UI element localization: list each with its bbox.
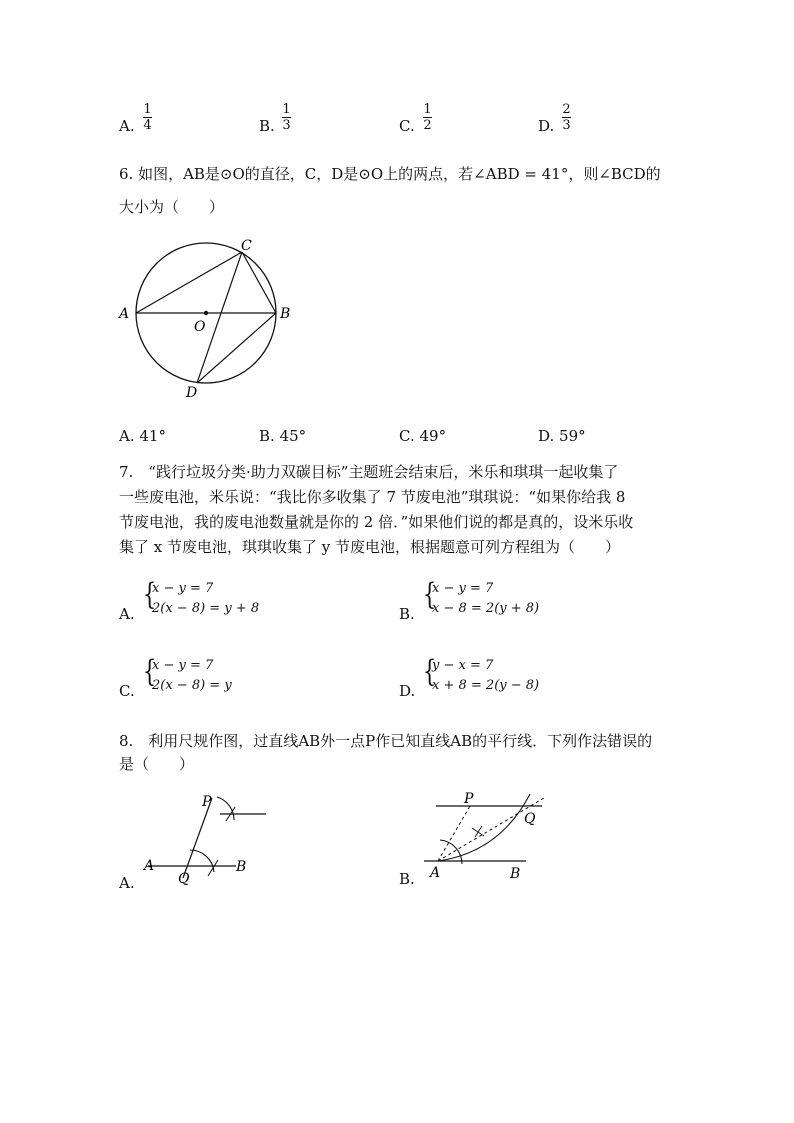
q7-d-eq2: x + 8 = 2(y − 8): [432, 678, 540, 693]
label-d: D: [186, 385, 198, 401]
brace-symbol: {: [422, 654, 437, 689]
q5-option-b-fraction: [282, 103, 291, 132]
q7-option-d-label: D.: [399, 682, 416, 700]
q8-stem-line1: 8. 利用尺规作图，过直线AB外一点P作已知直线AB的平行线．下列作法错误的: [119, 732, 653, 750]
q6-option-b: [259, 426, 306, 446]
label-a: A: [119, 306, 130, 322]
option-value: 49°: [419, 427, 447, 445]
q7-b-eq1: x − y = 7: [432, 581, 494, 596]
q6-option-d: [538, 426, 586, 446]
option-label: A.: [119, 427, 135, 445]
denominator: 4: [143, 118, 152, 133]
option-label: B.: [259, 427, 275, 445]
q7-stem-line4: 集了 x 节废电池，琪琪收集了 y 节废电池，根据题意可列方程组为（ ）: [119, 538, 621, 556]
label-b: B: [280, 306, 291, 322]
numerator: 2: [562, 102, 571, 117]
label-q: Q: [524, 811, 536, 827]
q5-option-c-label: C.: [399, 117, 415, 135]
denominator: 2: [423, 118, 432, 133]
q5-option-a-fraction: [143, 103, 152, 132]
q5-option-d-label: D.: [538, 117, 555, 135]
label-o: O: [194, 319, 206, 335]
denominator: 3: [562, 118, 571, 133]
q5-option-b-label: B.: [259, 117, 275, 135]
option-label: C.: [399, 427, 415, 445]
q7-stem-line2: 一些废电池，米乐说：“我比你多收集了 7 节废电池”琪琪说：“如果你给我 8: [119, 488, 626, 506]
label-c: C: [241, 238, 252, 254]
label-b: B: [236, 859, 247, 875]
numerator: 1: [423, 102, 432, 117]
label-a: A: [144, 858, 155, 874]
q7-a-eq1: x − y = 7: [152, 581, 214, 596]
brace-symbol: {: [142, 577, 157, 612]
option-value: 59°: [559, 427, 586, 445]
q7-option-b-label: B.: [399, 605, 415, 623]
q6-option-a: [119, 426, 166, 446]
q8-option-b-label: B.: [399, 870, 415, 888]
q8-figure-a: [138, 790, 273, 890]
q7-b-eq2: x − 8 = 2(y + 8): [432, 601, 540, 616]
q5-option-a-label: A.: [119, 117, 135, 135]
denominator: 3: [282, 118, 291, 133]
q6-circle-figure: [110, 232, 310, 404]
q8-figure-b: [420, 790, 552, 885]
option-value: 45°: [279, 427, 307, 445]
q7-stem-line3: 节废电池，我的废电池数量就是你的 2 倍．”如果他们说的都是真的，设米乐收: [119, 513, 634, 531]
label-a: A: [430, 865, 441, 881]
brace-symbol: {: [422, 577, 437, 612]
label-q: Q: [178, 871, 190, 887]
label-p: P: [464, 791, 474, 807]
numerator: 1: [143, 102, 152, 117]
q6-stem-line1: 6. 如图，AB是⊙O的直径，C，D是⊙O上的两点，若∠ABD = 41°，则∠BCD的: [119, 165, 661, 183]
brace-symbol: {: [142, 654, 157, 689]
q6-option-c: [399, 426, 446, 446]
q7-c-eq2: 2(x − 8) = y: [152, 678, 232, 693]
q8-option-a-label: A.: [119, 874, 135, 892]
option-label: D.: [538, 427, 555, 445]
q7-d-eq1: y − x = 7: [432, 658, 494, 673]
q6-stem-line2: 大小为（ ）: [119, 198, 225, 216]
q8-stem-line2: 是（ ）: [119, 755, 195, 773]
q7-c-eq1: x − y = 7: [152, 658, 214, 673]
numerator: 1: [282, 102, 291, 117]
q7-option-a-label: A.: [119, 605, 135, 623]
label-p: P: [202, 794, 212, 810]
q7-option-c-label: C.: [119, 682, 135, 700]
option-value: 41°: [139, 427, 166, 445]
label-b: B: [510, 866, 521, 882]
q7-stem-line1: 7. “践行垃圾分类·助力双碳目标”主题班会结束后，米乐和琪琪一起收集了: [119, 463, 619, 481]
q5-option-c-fraction: [423, 103, 432, 132]
q7-a-eq2: 2(x − 8) = y + 8: [152, 601, 260, 616]
q5-option-d-fraction: [562, 103, 571, 132]
